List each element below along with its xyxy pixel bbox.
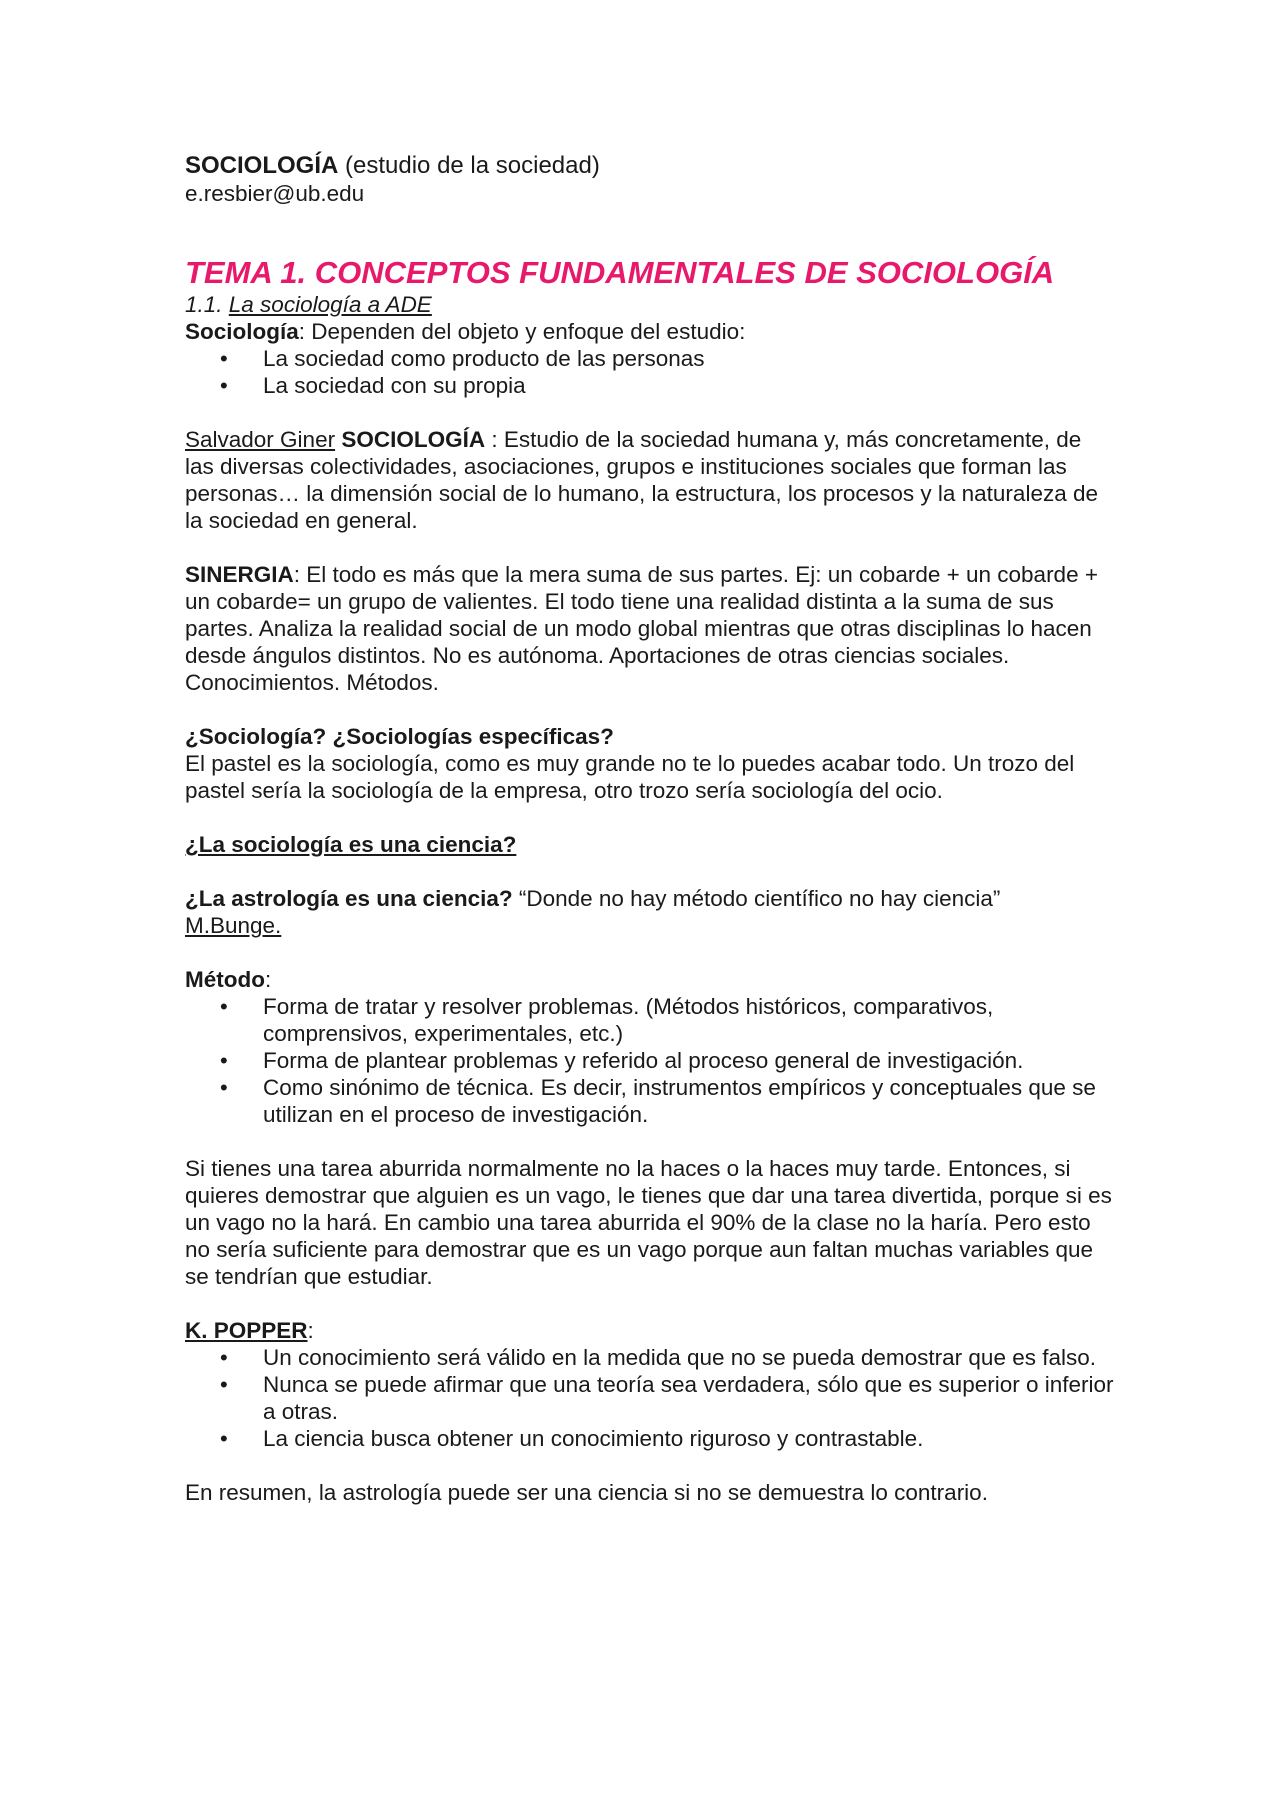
sinergia-paragraph — [185, 561, 1115, 696]
subsection-title — [185, 291, 1115, 318]
sinergia-text: : El todo es más que la mera suma de sus partes. Ej: un cobarde + un cobarde + un cobarde= un grupo de valientes. El todo tiene una realidad distinta a la suma de sus partes. Analiza la realidad social de un modo global mientras que otras disciplinas lo hacen desde ángulos distintos. No es autónoma. Aportaciones de otras ciencias sociales. Conocimientos. Métodos. — [185, 562, 1098, 695]
ejemplo-paragraph: Si tienes una tarea aburrida normalmente no la haces o la haces muy tarde. Entonces, si quieres demostrar que alguien es un vago, le tienes que dar una tarea divertida, porque si es un vago no la hará. En cambio una tarea aburrida el 90% de la clase no la haría. Pero esto no sería suficiente para demostrar que es un vago porque aun faltan muchas variables que se tendrían que estudiar. — [185, 1156, 1112, 1289]
metodo-list — [185, 993, 1115, 1128]
popper-colon: : — [307, 1318, 314, 1343]
sociologia-text: : Dependen del objeto y enfoque del estudio: — [298, 319, 746, 344]
metodo-label: Método — [185, 967, 265, 992]
list-item: • La sociedad con su propia — [185, 372, 1115, 399]
bunge-author: M.Bunge. — [185, 913, 282, 938]
list-item: • Forma de plantear problemas y referido al proceso general de investigación. — [185, 1047, 1115, 1074]
popper-label: K. POPPER — [185, 1318, 308, 1343]
astrologia-heading: ¿La astrología es una ciencia? — [185, 886, 513, 911]
especificas-text: El pastel es la sociología, como es muy grande no te lo puedes acabar todo. Un trozo del pastel sería la sociología de la empresa, otro trozo sería sociología del ocio. — [185, 751, 1075, 803]
title-bold: SOCIOLOGÍA — [185, 152, 339, 179]
astrologia-quote: “Donde no hay método científico no hay ciencia” — [512, 886, 1001, 911]
especificas-heading: ¿Sociología? ¿Sociologías específicas? — [185, 724, 614, 749]
metodo-heading — [185, 966, 1115, 993]
metodo-colon: : — [264, 967, 272, 992]
email-address: e.resbier@ub.edu — [185, 181, 365, 206]
document-page — [185, 152, 1115, 1506]
sociologia-definition — [185, 318, 1115, 345]
document-title — [185, 152, 1115, 180]
list-item: • Un conocimiento será válido en la medida que no se pueda demostrar que es falso. — [185, 1344, 1115, 1371]
ciencia-heading: ¿La sociología es una ciencia? — [185, 832, 517, 857]
giner-paragraph — [185, 426, 1115, 534]
sociologia-list — [185, 345, 1115, 399]
giner-text: : Estudio de la sociedad humana y, más concretamente, de las diversas colectividades, asociaciones, grupos e instituciones sociales que forman las personas… la dimensión social de lo humano, la estructura, los procesos y la naturaleza de la sociedad en general. — [185, 427, 1098, 533]
list-item: • Forma de tratar y resolver problemas. (Métodos históricos, comparativos, comprensivos, experimentales, etc.) — [185, 993, 1115, 1047]
giner-term: SOCIOLOGÍA — [341, 427, 486, 452]
tema-heading: TEMA 1. CONCEPTOS FUNDAMENTALES DE SOCIOLOGÍA — [185, 255, 1055, 290]
sociologia-label: Sociología — [185, 319, 299, 344]
list-item: • Como sinónimo de técnica. Es decir, instrumentos empíricos y conceptuales que se utilizan en el proceso de investigación. — [185, 1074, 1115, 1128]
list-item: • Nunca se puede afirmar que una teoría sea verdadera, sólo que es superior o inferior a otras. — [185, 1371, 1115, 1425]
resumen-paragraph: En resumen, la astrología puede ser una ciencia si no se demuestra lo contrario. — [185, 1480, 988, 1505]
popper-heading — [185, 1317, 1115, 1344]
list-item: • La sociedad como producto de las personas — [185, 345, 1115, 372]
subsection-link: La sociología a ADE — [228, 292, 432, 317]
giner-author: Salvador Giner — [185, 427, 336, 452]
sinergia-label: SINERGIA — [185, 562, 294, 587]
astrologia-paragraph — [185, 885, 1115, 912]
title-rest: (estudio de la sociedad) — [338, 152, 600, 179]
subsection-number: 1.1. — [185, 292, 229, 317]
popper-list — [185, 1344, 1115, 1452]
list-item: • La ciencia busca obtener un conocimiento riguroso y contrastable. — [185, 1425, 1115, 1452]
